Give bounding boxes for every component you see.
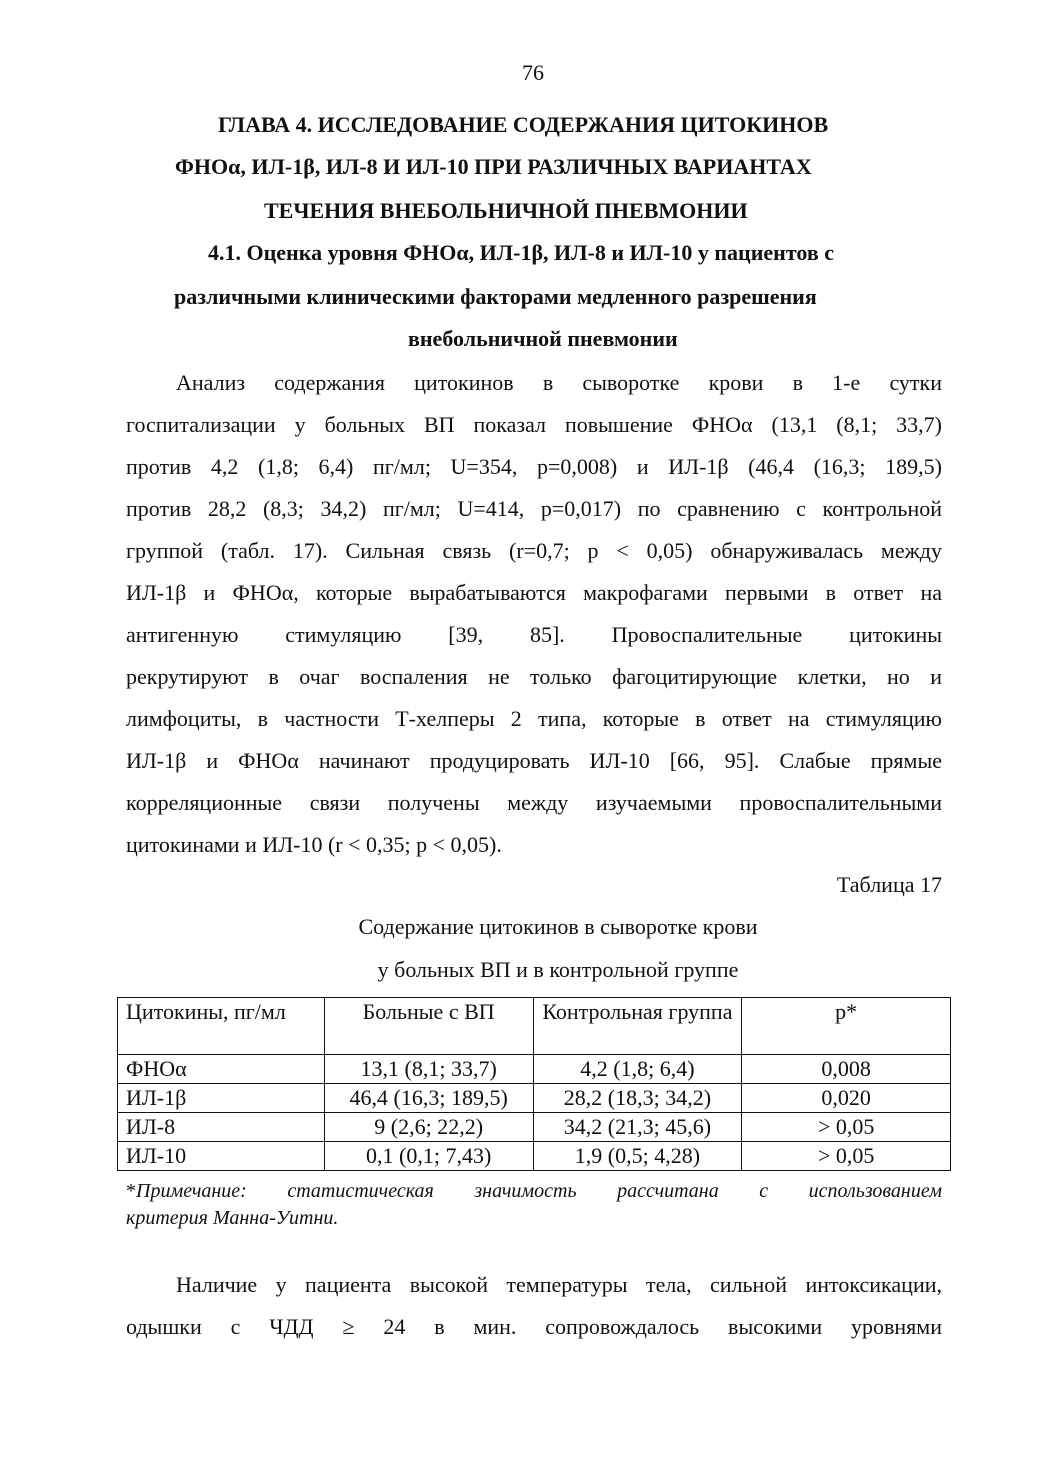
section-title-line: 4.1. Оценка уровня ФНОα, ИЛ-1β, ИЛ-8 и ИЛ-10 у пациентов с [208,240,834,265]
table-cell: ФНОα [118,1055,325,1084]
table-caption-line: Содержание цитокинов в сыворотке крови [358,914,758,939]
section-title-line: различными клиническими факторами медленного разрешения [174,284,817,309]
table-cell: > 0,05 [742,1113,951,1142]
table-cell: 13,1 (8,1; 33,7) [324,1055,533,1084]
table-row [118,1055,951,1084]
table-cell: 0,1 (0,1; 7,43) [324,1142,533,1171]
table-header-cell: Больные с ВП [324,998,533,1055]
table-cell: ИЛ-1β [118,1084,325,1113]
note-asterisk: * [126,1180,136,1202]
table-cell: 46,4 (16,3; 189,5) [324,1084,533,1113]
chapter-title-line: ГЛАВА 4. ИССЛЕДОВАНИЕ СОДЕРЖАНИЯ ЦИТОКИНОВ [218,112,829,137]
table-cell: ИЛ-10 [118,1142,325,1171]
paragraph-line: ИЛ-1β и ФНОα начинают продуцировать ИЛ-10 [66, 95]. Слабые прямые [126,748,942,773]
paragraph-line: одышки с ЧДД ≥ 24 в мин. сопровождалось высокими уровнями [126,1314,942,1339]
table-header-row [118,998,951,1055]
table-note [126,1178,942,1232]
page-number: 76 [522,60,544,85]
table-cell: 1,9 (0,5; 4,28) [533,1142,742,1171]
paragraph-line: Наличие у пациента высокой температуры тела, сильной интоксикации, [176,1272,942,1297]
paragraph-line: против 28,2 (8,3; 34,2) пг/мл; U=414, p=0,017) по сравнению с контрольной [126,496,942,521]
paragraph-line: против 4,2 (1,8; 6,4) пг/мл; U=354, p=0,008) и ИЛ-1β (46,4 (16,3; 189,5) [126,454,942,479]
paragraph-line: ИЛ-1β и ФНОα, которые вырабатываются макрофагами первыми в ответ на [126,580,942,605]
paragraph-line: антигенную стимуляцию [39, 85]. Провоспалительные цитокины [126,622,942,647]
table-cell: > 0,05 [742,1142,951,1171]
table-row [118,1142,951,1171]
table-header-cell: р* [742,998,951,1055]
paragraph-line: Анализ содержания цитокинов в сыворотке крови в 1-е сутки [176,370,942,395]
table-header-cell: Контрольная группа [533,998,742,1055]
chapter-title-line: ТЕЧЕНИЯ ВНЕБОЛЬНИЧНОЙ ПНЕВМОНИИ [264,198,748,223]
table-cell: 0,020 [742,1084,951,1113]
note-text: Примечание: статистическая значимость рассчитана с использованием [136,1180,942,1202]
cytokine-table [117,997,951,1171]
paragraph-line: цитокинами и ИЛ-10 (r < 0,35; р < 0,05). [126,832,502,857]
table-note-line: критерия Манна-Уитни. [126,1207,339,1229]
table-cell: 28,2 (18,3; 34,2) [533,1084,742,1113]
paragraph-line: группой (табл. 17). Сильная связь (r=0,7; р < 0,05) обнаруживалась между [126,538,942,563]
paragraph-line: госпитализации у больных ВП показал повышение ФНОα (13,1 (8,1; 33,7) [126,412,942,437]
paragraph-line: лимфоциты, в частности Т-хелперы 2 типа, которые в ответ на стимуляцию [126,706,942,731]
section-title-line: внебольничной пневмонии [408,326,678,351]
table-cell: 34,2 (21,3; 45,6) [533,1113,742,1142]
table-label: Таблица 17 [836,872,942,897]
table-cell: 4,2 (1,8; 6,4) [533,1055,742,1084]
table-cell: 9 (2,6; 22,2) [324,1113,533,1142]
table-header-cell: Цитокины, пг/мл [118,998,325,1055]
chapter-title-line: ФНОα, ИЛ-1β, ИЛ-8 И ИЛ-10 ПРИ РАЗЛИЧНЫХ ВАРИАНТАХ [175,154,812,179]
paragraph-line: корреляционные связи получены между изучаемыми провоспалительными [126,790,942,815]
table-cell: 0,008 [742,1055,951,1084]
table-row [118,1084,951,1113]
table-note-line [126,1178,942,1205]
table-cell: ИЛ-8 [118,1113,325,1142]
table-row [118,1113,951,1142]
table-caption-line: у больных ВП и в контрольной группе [377,957,739,982]
paragraph-line: рекрутируют в очаг воспаления не только фагоцитирующие клетки, но и [126,664,942,689]
